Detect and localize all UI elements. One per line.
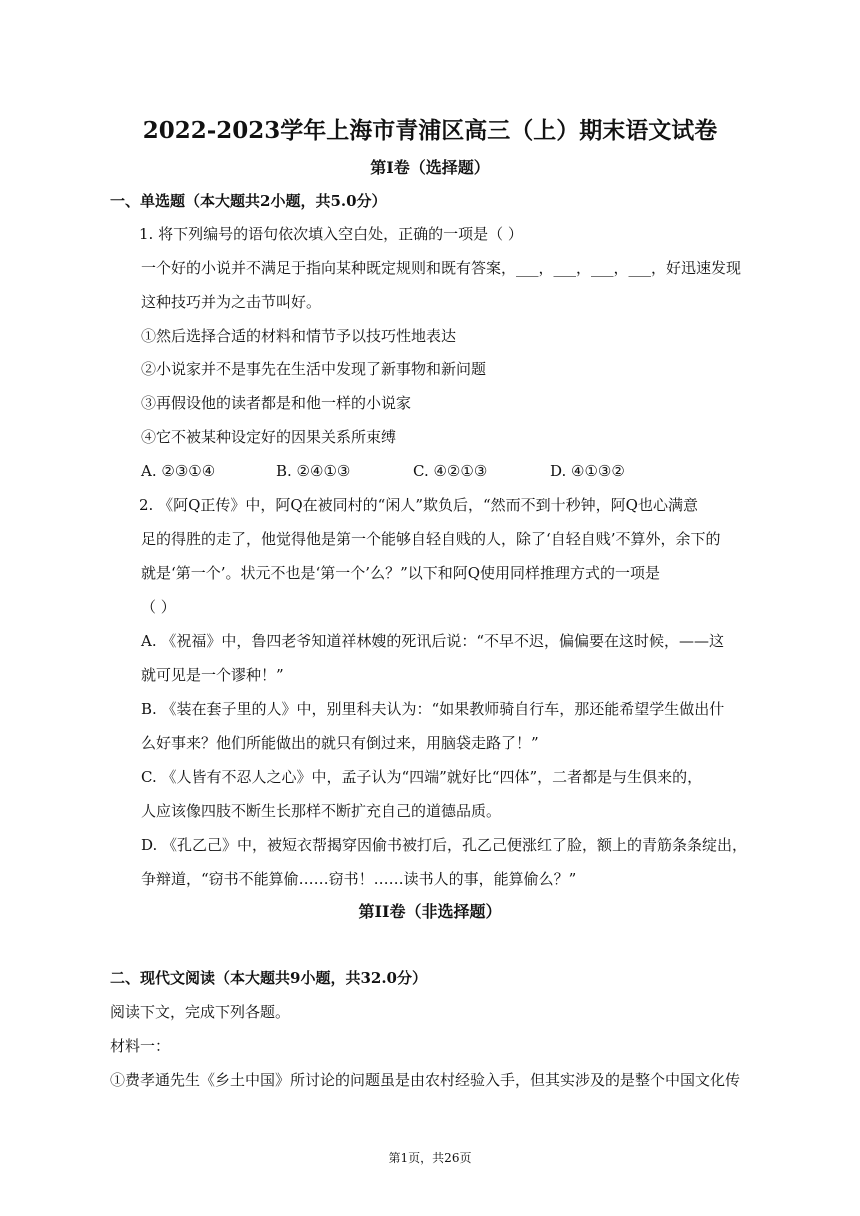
page-number-footer: 第1页，共26页 (388, 1151, 472, 1165)
question-2-answer-blank: （ ） (141, 598, 176, 616)
question-2-line-1: 2. 《阿Q正传》中，阿Q在被同村的“闲人”欺负后，“然而不到十秒钟，阿Q也心满意 (139, 496, 698, 514)
section-two-heading: 二、现代文阅读（本大题共9小题，共32.0分） (110, 969, 427, 987)
question-1-passage-line-2: 这种技巧并为之击节叫好。 (141, 293, 322, 311)
question-2-line-2: 足的得胜的走了，他觉得他是第一个能够自轻自贱的人，除了‘自轻自贱’不算外，余下的 (141, 530, 721, 548)
material-paragraph-1: ①费孝通先生《乡土中国》所讨论的问题虽是由农村经验入手，但其实涉及的是整个中国文化传 (110, 1071, 741, 1089)
question-1-stem: 1. 将下列编号的语句依次填入空白处，正确的一项是（ ） (139, 225, 523, 243)
question-2-option-c-line-2: 人应该像四肢不断生长那样不断扩充自己的道德品质。 (141, 802, 502, 820)
question-2-option-d-line-2: 争辩道，“窃书不能算偷……窃书！……读书人的事，能算偷么？” (141, 870, 577, 888)
question-2-option-b-line-2: 么好事来？他们所能做出的就只有倒过来，用脑袋走路了！” (141, 734, 539, 752)
question-2-option-b-line-1: B. 《装在套子里的人》中，别里科夫认为：“如果教师骑自行车，那还能希望学生做出什 (141, 700, 725, 718)
question-2-line-3: 就是‘第一个’。状元不也是‘第一个’么？”以下和阿Q使用同样推理方式的一项是 (141, 564, 661, 582)
material-label: 材料一： (110, 1037, 171, 1055)
question-1-passage-line-1: 一个好的小说并不满足于指向某种既定规则和既有答案，___，___，___，___，好迅速发现 (141, 259, 742, 277)
question-1-option-a: A. ②③①④ (141, 462, 216, 480)
question-1-option-b: B. ②④①③ (276, 462, 351, 480)
question-1-sentence-2: ②小说家并不是事先在生活中发现了新事物和新问题 (141, 360, 487, 378)
question-1-sentence-3: ③再假设他的读者都是和他一样的小说家 (141, 394, 412, 412)
exam-title: 2022-2023学年上海市青浦区高三（上）期末语文试卷 (142, 117, 718, 144)
part-two-heading: 第II卷（非选择题） (358, 902, 502, 921)
question-1-sentence-1: ①然后选择合适的材料和情节予以技巧性地表达 (141, 327, 457, 345)
question-2-option-a-line-2: 就可见是一个谬种！” (141, 666, 284, 684)
question-2-option-a-line-1: A. 《祝福》中，鲁四老爷知道祥林嫂的死讯后说：“不早不迟，偏偏要在这时候，——这 (141, 632, 725, 650)
question-2-option-d-line-1: D. 《孔乙己》中，被短衣帮揭穿因偷书被打后，孔乙己便涨红了脸，额上的青筋条条绽出， (141, 836, 748, 854)
question-1-option-d: D. ④①③② (550, 462, 625, 480)
question-1-option-c: C. ④②①③ (413, 462, 488, 480)
section-one-heading: 一、单选题（本大题共2小题，共5.0分） (110, 192, 387, 210)
part-one-heading: 第I卷（选择题） (370, 158, 490, 177)
question-1-sentence-4: ④它不被某种设定好的因果关系所束缚 (141, 428, 397, 446)
reading-instruction: 阅读下文，完成下列各题。 (110, 1003, 291, 1021)
question-2-option-c-line-1: C. 《人皆有不忍人之心》中，孟子认为“四端”就好比“四体”，二者都是与生俱来的， (141, 768, 703, 786)
